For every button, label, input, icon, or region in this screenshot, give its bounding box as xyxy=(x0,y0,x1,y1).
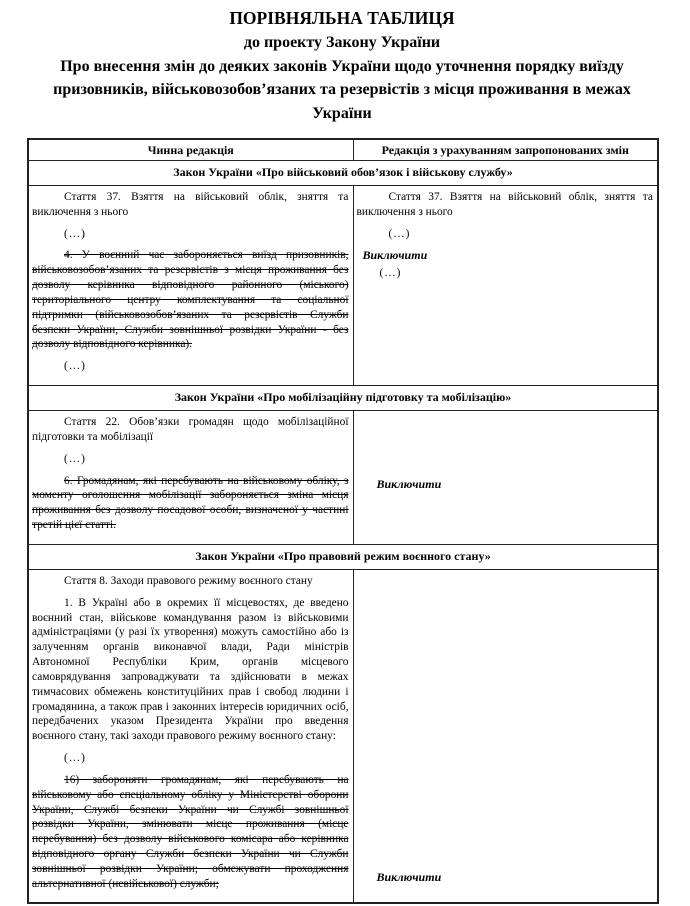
action-exclude: Виключити xyxy=(376,869,442,884)
ellipsis-marker: (…) xyxy=(64,360,86,373)
title-block xyxy=(27,6,657,125)
section-header-row-2 xyxy=(28,386,658,411)
page-subtitle: до проекту Закону України xyxy=(243,34,441,51)
struck-provision: 16) забороняти громадянам, які перебувають на військовому або спеціальному обліку у Міністерстві оборони України, Службі безпеки України чи Службі зовнішньої розвідки України, змінювати місце проживання (місце перебування) без дозволу військового комісара або керівника відповідного органу Служби безпеки України чи Служби зовнішньої розвідки України; обмежувати проходження альтернативної (невійськової) служби; xyxy=(32,773,349,890)
cell-proposed-article-22 xyxy=(353,411,658,545)
draft-law-name: Про внесення змін до деяких законів України щодо уточнення порядку виїзду призовників, військовозобов’язаних та резервістів з місця проживання в межах України xyxy=(53,57,631,122)
ellipsis-marker: (…) xyxy=(64,452,86,465)
action-exclude: Виключити xyxy=(376,477,442,492)
action-exclude: Виключити xyxy=(362,248,428,263)
ellipsis-marker: (…) xyxy=(379,267,402,280)
ellipsis-marker: (…) xyxy=(64,227,86,240)
section-header-row-1 xyxy=(28,161,658,186)
section-law-title-2: Закон України «Про мобілізаційну підготовку та мобілізацію» xyxy=(28,386,658,411)
ellipsis-marker: (…) xyxy=(64,752,86,765)
article-paragraph: 1. В Україні або в окремих її місцевостях, де введено воєнний стан, військове командування разом із військовими адміністраціями (у разі їх утворення) можуть самостійно або із залученням органів виконавчої влади, Ради міністрів Автономної Республіки Крим, органів місцевого самоврядування запроваджувати та здійснювати в межах тимчасових обмежень конституційних прав і свобод людини і громадянина, а також прав і законних інтересів юридичних осіб, передбачених указом Президента України про введення воєнного стану, такі заходи правового режиму воєнного стану: xyxy=(32,596,349,743)
table-header-row xyxy=(28,139,658,161)
table-row-article-22 xyxy=(28,411,658,545)
article-heading: Стаття 37. Взяття на військовий облік, зняття та виключення з нього xyxy=(356,191,653,218)
cell-proposed-article-8 xyxy=(353,569,658,903)
section-law-title-1: Закон України «Про військовий обов’язок і військову службу» xyxy=(28,161,658,186)
cell-current-article-22 xyxy=(28,411,353,545)
table-row-article-8 xyxy=(28,569,658,903)
table-row-article-37 xyxy=(28,186,658,386)
ellipsis-marker: (…) xyxy=(388,227,411,240)
column-header-proposed: Редакція з урахуванням запропонованих змін xyxy=(353,139,658,161)
section-header-row-3 xyxy=(28,544,658,569)
cell-proposed-article-37 xyxy=(353,186,658,386)
struck-provision: 4. У воєнний час забороняється виїзд призовників, військовозобов’язаних та резервістів з місця проживання без дозволу керівника відповідного районного (міського) територіального центру комплектування та соціальної підтримки (військовозобов’язаних та резервістів Служби безпеки України, Служби зовнішньої розвідки України - без дозволу відповідного керівника). xyxy=(32,249,349,351)
column-header-current: Чинна редакція xyxy=(28,139,353,161)
cell-current-article-8 xyxy=(28,569,353,903)
struck-provision: 6. Громадянам, які перебувають на військовому обліку, з моменту оголошення мобілізації забороняється зміна місця проживання без дозволу посадової особи, визначеної у частині третій цієї статті. xyxy=(32,474,349,532)
section-law-title-3: Закон України «Про правовий режим воєнного стану» xyxy=(28,544,658,569)
comparison-table xyxy=(27,138,659,904)
article-heading: Стаття 8. Заходи правового режиму воєнного стану xyxy=(64,574,313,587)
cell-current-article-37 xyxy=(28,186,353,386)
article-heading: Стаття 22. Обов’язки громадян щодо мобілізаційної підготовки та мобілізації xyxy=(32,416,349,443)
page-title: ПОРІВНЯЛЬНА ТАБЛИЦЯ xyxy=(229,8,455,28)
article-heading: Стаття 37. Взяття на військовий облік, зняття та виключення з нього xyxy=(32,191,349,218)
